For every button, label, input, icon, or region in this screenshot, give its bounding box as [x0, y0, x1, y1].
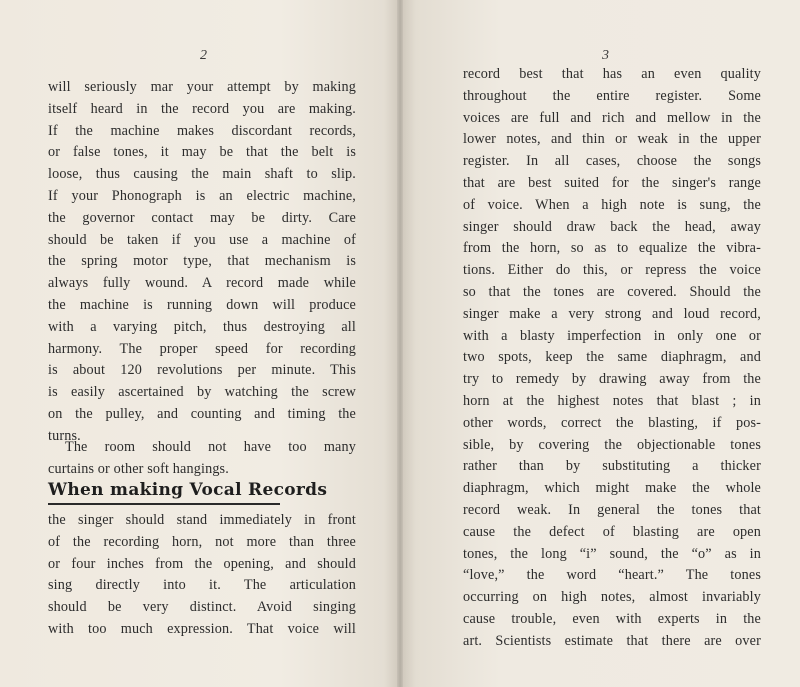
text-line: is about 120 revolutions per minute. This	[48, 362, 356, 379]
paragraph	[463, 64, 761, 653]
text-line: cause the defect of blasting are open	[463, 523, 761, 540]
text-line: diaphragm, which might make the whole	[463, 480, 761, 497]
text-line: of the recording horn, not more than three	[48, 533, 356, 550]
text-line: itself heard in the record you are making.	[48, 100, 356, 117]
text-line: “love,” the word “heart.” The tones	[463, 567, 761, 584]
text-line: always fully wound. A record made while	[48, 275, 356, 292]
text-line: lower notes, and thin or weak in the upper	[463, 131, 761, 148]
text-line: with too much expression. That voice will	[48, 620, 356, 637]
text-line: that are best suited for the singer's range	[463, 174, 761, 191]
text-line: The room should not have too many	[65, 439, 356, 455]
text-line: tions. Either do this, or repress the voice	[463, 262, 761, 279]
text-line: voices are full and rich and mellow in the	[463, 109, 761, 126]
text-line: or false tones, it may be that the belt is	[48, 144, 356, 161]
text-line: or four inches from the opening, and should	[48, 555, 356, 572]
text-line: cause trouble, even with experts in the	[463, 610, 761, 627]
page-number: 3	[602, 48, 609, 63]
text-line: If your Phonograph is an electric machine,	[48, 187, 356, 204]
text-line: occurring on high notes, almost invariably	[463, 589, 761, 606]
text-line: singer make a very strong and loud record,	[463, 305, 761, 322]
paragraph	[48, 77, 356, 448]
text-line: sible, by covering the objectionable tones	[463, 436, 761, 453]
text-line: two spots, keep the same diaphragm, and	[463, 349, 761, 366]
right-page	[400, 0, 800, 687]
text-line: of voice. When a high note is sung, the	[463, 196, 761, 213]
text-line: should be very distinct. Avoid singing	[48, 599, 356, 616]
text-line: sing directly into it. The articulation	[48, 577, 356, 594]
text-line: throughout the entire register. Some	[463, 87, 761, 104]
text-line: with a varying pitch, thus destroying all	[48, 318, 356, 335]
paragraph	[48, 510, 356, 641]
text-line: will seriously mar your attempt by making	[48, 79, 356, 95]
text-line: harmony. The proper speed for recording	[48, 340, 356, 357]
text-line: the singer should stand immediately in front	[48, 512, 356, 528]
text-line: try to remedy by drawing away from the	[463, 371, 761, 388]
text-line: horn at the highest notes that blast ; in	[463, 392, 761, 409]
text-line: the governor contact may be dirty. Care	[48, 209, 356, 226]
text-line: curtains or other soft hangings.	[48, 460, 229, 477]
section-heading: When making Vocal Records	[48, 480, 328, 500]
text-line: record best that has an even quality	[463, 66, 761, 82]
text-line: art. Scientists estimate that there are over	[463, 632, 761, 649]
text-line: is easily ascertained by watching the screw	[48, 384, 356, 401]
text-line: the machine is running down will produce	[48, 296, 356, 313]
text-line: so that the tones are covered. Should the	[463, 283, 761, 300]
paragraph	[48, 437, 356, 481]
text-line: register. In all cases, choose the songs	[463, 153, 761, 170]
text-line: on the pulley, and counting and timing the	[48, 405, 356, 422]
text-line: rather than by substituting a thicker	[463, 458, 761, 475]
text-line: turns.	[48, 427, 81, 444]
text-line: other words, correct the blasting, if pos-	[463, 414, 761, 431]
text-line: the spring motor type, that mechanism is	[48, 253, 356, 270]
page-number: 2	[200, 48, 207, 63]
heading-underline	[48, 503, 280, 505]
book-gutter	[397, 0, 403, 687]
text-line: loose, thus causing the main shaft to slip.	[48, 166, 356, 183]
text-line: singer should draw back the head, away	[463, 218, 761, 235]
text-line: should be taken if you use a machine of	[48, 231, 356, 248]
text-line: tones, the long “i” sound, the “o” as in	[463, 545, 761, 562]
text-line: with a blasty imperfection in only one or	[463, 327, 761, 344]
text-line: If the machine makes discordant records,	[48, 122, 356, 139]
text-line: from the horn, so as to equalize the vibra-	[463, 240, 761, 257]
text-line: record weak. In general the tones that	[463, 501, 761, 518]
